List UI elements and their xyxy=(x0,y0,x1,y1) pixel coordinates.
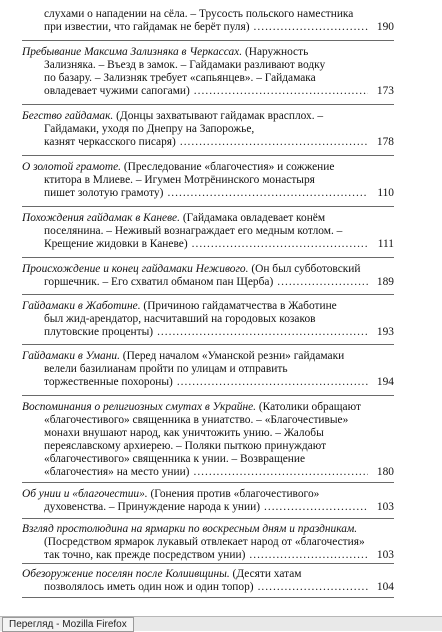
page-number: 178 xyxy=(376,136,394,148)
entry-title: Происхождение и конец гайдамаки Неживого. xyxy=(22,263,249,275)
entry-last-line xyxy=(22,238,394,251)
separator xyxy=(22,344,394,345)
entry-line: «благочестия» на место унии) xyxy=(44,466,190,478)
leader-dots xyxy=(193,466,368,479)
taskbar xyxy=(0,616,442,631)
leader-dots xyxy=(194,85,368,98)
separator xyxy=(22,104,394,105)
toc-entry xyxy=(22,401,394,479)
entry-title: Пребывание Максима Зализняка в Черкассах. xyxy=(22,46,243,58)
page-number: 190 xyxy=(376,21,394,33)
page-number: 103 xyxy=(376,549,394,561)
leader-dots xyxy=(277,276,368,289)
entry-title: Гайдамаки в Жаботине. xyxy=(22,300,141,312)
entry-last-line xyxy=(22,501,394,514)
entry-first-line xyxy=(22,568,394,581)
separator xyxy=(22,563,394,564)
entry-first-line xyxy=(22,488,394,501)
entry-line: (Он был субботовский xyxy=(248,263,361,275)
entry-line: (Перед началом «Уманской резни» гайдамаки xyxy=(119,350,345,362)
entry-last-line xyxy=(22,187,394,200)
toc-entry xyxy=(22,263,394,289)
entry-title: Взгляд простолюдина на ярмарки по воскресным дням и праздникам. xyxy=(22,523,358,535)
entry-first-line xyxy=(22,350,394,363)
toc-entry xyxy=(22,110,394,149)
entry-first-line xyxy=(22,401,394,414)
entry-last-line xyxy=(22,326,394,339)
entry-line: Гайдамаки, уходя по Днепру на Запорожье, xyxy=(44,123,255,135)
toc-entry xyxy=(22,350,394,389)
entry-title: Обезоружение поселян после Колиивщины. xyxy=(22,568,230,580)
leader-dots xyxy=(167,187,368,200)
entry-title: О золотой грамоте. xyxy=(22,161,121,173)
entry-line: казнят черкасского писаря) xyxy=(44,136,176,148)
toc-entry xyxy=(22,300,394,339)
entry-last-line xyxy=(22,376,394,389)
entry-line: слухами о нападении на сёла. – Трусость польского наместника xyxy=(44,8,354,20)
entry-line: (Гонения против «благочестивого» xyxy=(147,488,320,500)
page-number: 103 xyxy=(376,501,394,513)
separator xyxy=(22,597,394,598)
entry-line: (Донцы захватывают гайдамак врасплох. – xyxy=(113,110,324,122)
entry-first-line xyxy=(22,46,394,59)
entry-first-line xyxy=(22,300,394,313)
entry-last-line xyxy=(22,581,394,594)
leader-dots xyxy=(157,326,368,339)
entry-line: «благочестивого» священника в униатство. – «Благочестивые» xyxy=(44,414,349,426)
toc-entry xyxy=(22,161,394,200)
toc-entry xyxy=(22,8,394,34)
entry-line: (Наружность xyxy=(242,46,309,58)
entry-line: (Преследование «благочестия» и сожжение xyxy=(120,161,335,173)
separator xyxy=(22,155,394,156)
toc-entry xyxy=(22,488,394,514)
entry-line: плутовские проценты) xyxy=(44,326,154,338)
page-number: 111 xyxy=(377,238,394,250)
entry-last-line xyxy=(22,21,394,34)
page-number: 193 xyxy=(376,326,394,338)
leader-dots xyxy=(192,238,368,251)
leader-dots xyxy=(180,136,368,149)
entry-line: позволялось иметь один нож и один топор) xyxy=(44,581,254,593)
entry-last-line xyxy=(22,85,394,98)
entry-last-line xyxy=(22,136,394,149)
entry-line: горшечник. – Его схватил обманом пан Щерба) xyxy=(44,276,274,288)
leader-dots xyxy=(254,21,368,34)
separator xyxy=(22,395,394,396)
entry-title: Об унии и «благочестии». xyxy=(22,488,148,500)
entry-line: Крещение жидовки в Каневе) xyxy=(44,238,188,250)
page-number: 194 xyxy=(376,376,394,388)
entry-line: велели базилианам пройти по улицам и отправить xyxy=(44,363,288,375)
entry-line: пишет золотую грамоту) xyxy=(44,187,164,199)
entry-line: при известии, что гайдамак не берёт пуля) xyxy=(44,21,250,33)
entry-line: (Католики обращают xyxy=(256,401,361,413)
page-number: 173 xyxy=(376,85,394,97)
entry-first-line xyxy=(22,523,394,536)
entry-line: (Десяти хатам xyxy=(229,568,302,580)
entry-line: так точно, как прежде посредством унии) xyxy=(44,549,246,561)
entry-line: Зализняка. – Въезд в замок. – Гайдамаки разливают водку xyxy=(44,59,326,71)
entry-last-line xyxy=(22,466,394,479)
page-number: 189 xyxy=(376,276,394,288)
entry-title: Воспоминания о религиозных смутах в Украйне. xyxy=(22,401,257,413)
entry-title: Похождения гайдамак в Каневе. xyxy=(22,212,180,224)
entry-line: (Гайдамака овладевает конём xyxy=(179,212,326,224)
page-number: 180 xyxy=(376,466,394,478)
entry-line: поселянина. – Неживый вознаграждает его медным котлом. – xyxy=(44,225,343,237)
leader-dots xyxy=(177,376,368,389)
entry-last-line xyxy=(22,276,394,289)
page-number: 110 xyxy=(377,187,394,199)
separator xyxy=(22,294,394,295)
separator xyxy=(22,257,394,258)
taskbar-button-firefox[interactable]: Перегляд - Mozilla Firefox xyxy=(2,617,134,632)
entry-first-line xyxy=(22,263,394,276)
toc-entry xyxy=(22,568,394,594)
separator xyxy=(22,518,394,519)
entry-line: (Причиною гайдаматчества в Жаботине xyxy=(140,300,337,312)
entry-line: был жид-арендатор, насчитавший на городовых козаков xyxy=(44,313,316,325)
entry-line: монахи внушают народ, как уничтожить унию. – Жалобы xyxy=(44,427,324,439)
entry-first-line xyxy=(22,161,394,174)
entry-first-line xyxy=(22,212,394,225)
entry-line: «благочестивого» священника к унии. – Возвращение xyxy=(44,453,306,465)
leader-dots xyxy=(264,501,368,514)
toc-entry xyxy=(22,46,394,98)
entry-title: Гайдамаки в Умани. xyxy=(22,350,120,362)
entry-line: ктитора в Млиеве. – Игумен Мотрёнинского монастыря xyxy=(44,174,315,186)
entry-line: переяславскому архиерею. – Поляки пыткою принуждают xyxy=(44,440,327,452)
entry-line: торжественные похороны) xyxy=(44,376,173,388)
entry-line: овладевает чужими сапогами) xyxy=(44,85,190,97)
separator xyxy=(22,206,394,207)
toc-entry xyxy=(22,212,394,251)
page-number: 104 xyxy=(376,581,394,593)
leader-dots xyxy=(258,581,368,594)
entry-title: Бегство гайдамак. xyxy=(22,110,114,122)
entry-line: духовенства. – Принуждение народа к унии) xyxy=(44,501,261,513)
entry-line: (Посредством ярмарок лукавый отвлекает народ от «благочестия» xyxy=(44,536,365,548)
separator xyxy=(22,482,394,483)
separator xyxy=(22,40,394,41)
entry-line: по базару. – Зализняк требует «сапьянцев». – Гайдамака xyxy=(44,72,316,84)
entry-last-line xyxy=(22,549,394,562)
leader-dots xyxy=(249,549,368,562)
entry-first-line xyxy=(22,110,394,123)
toc-entry xyxy=(22,523,394,562)
